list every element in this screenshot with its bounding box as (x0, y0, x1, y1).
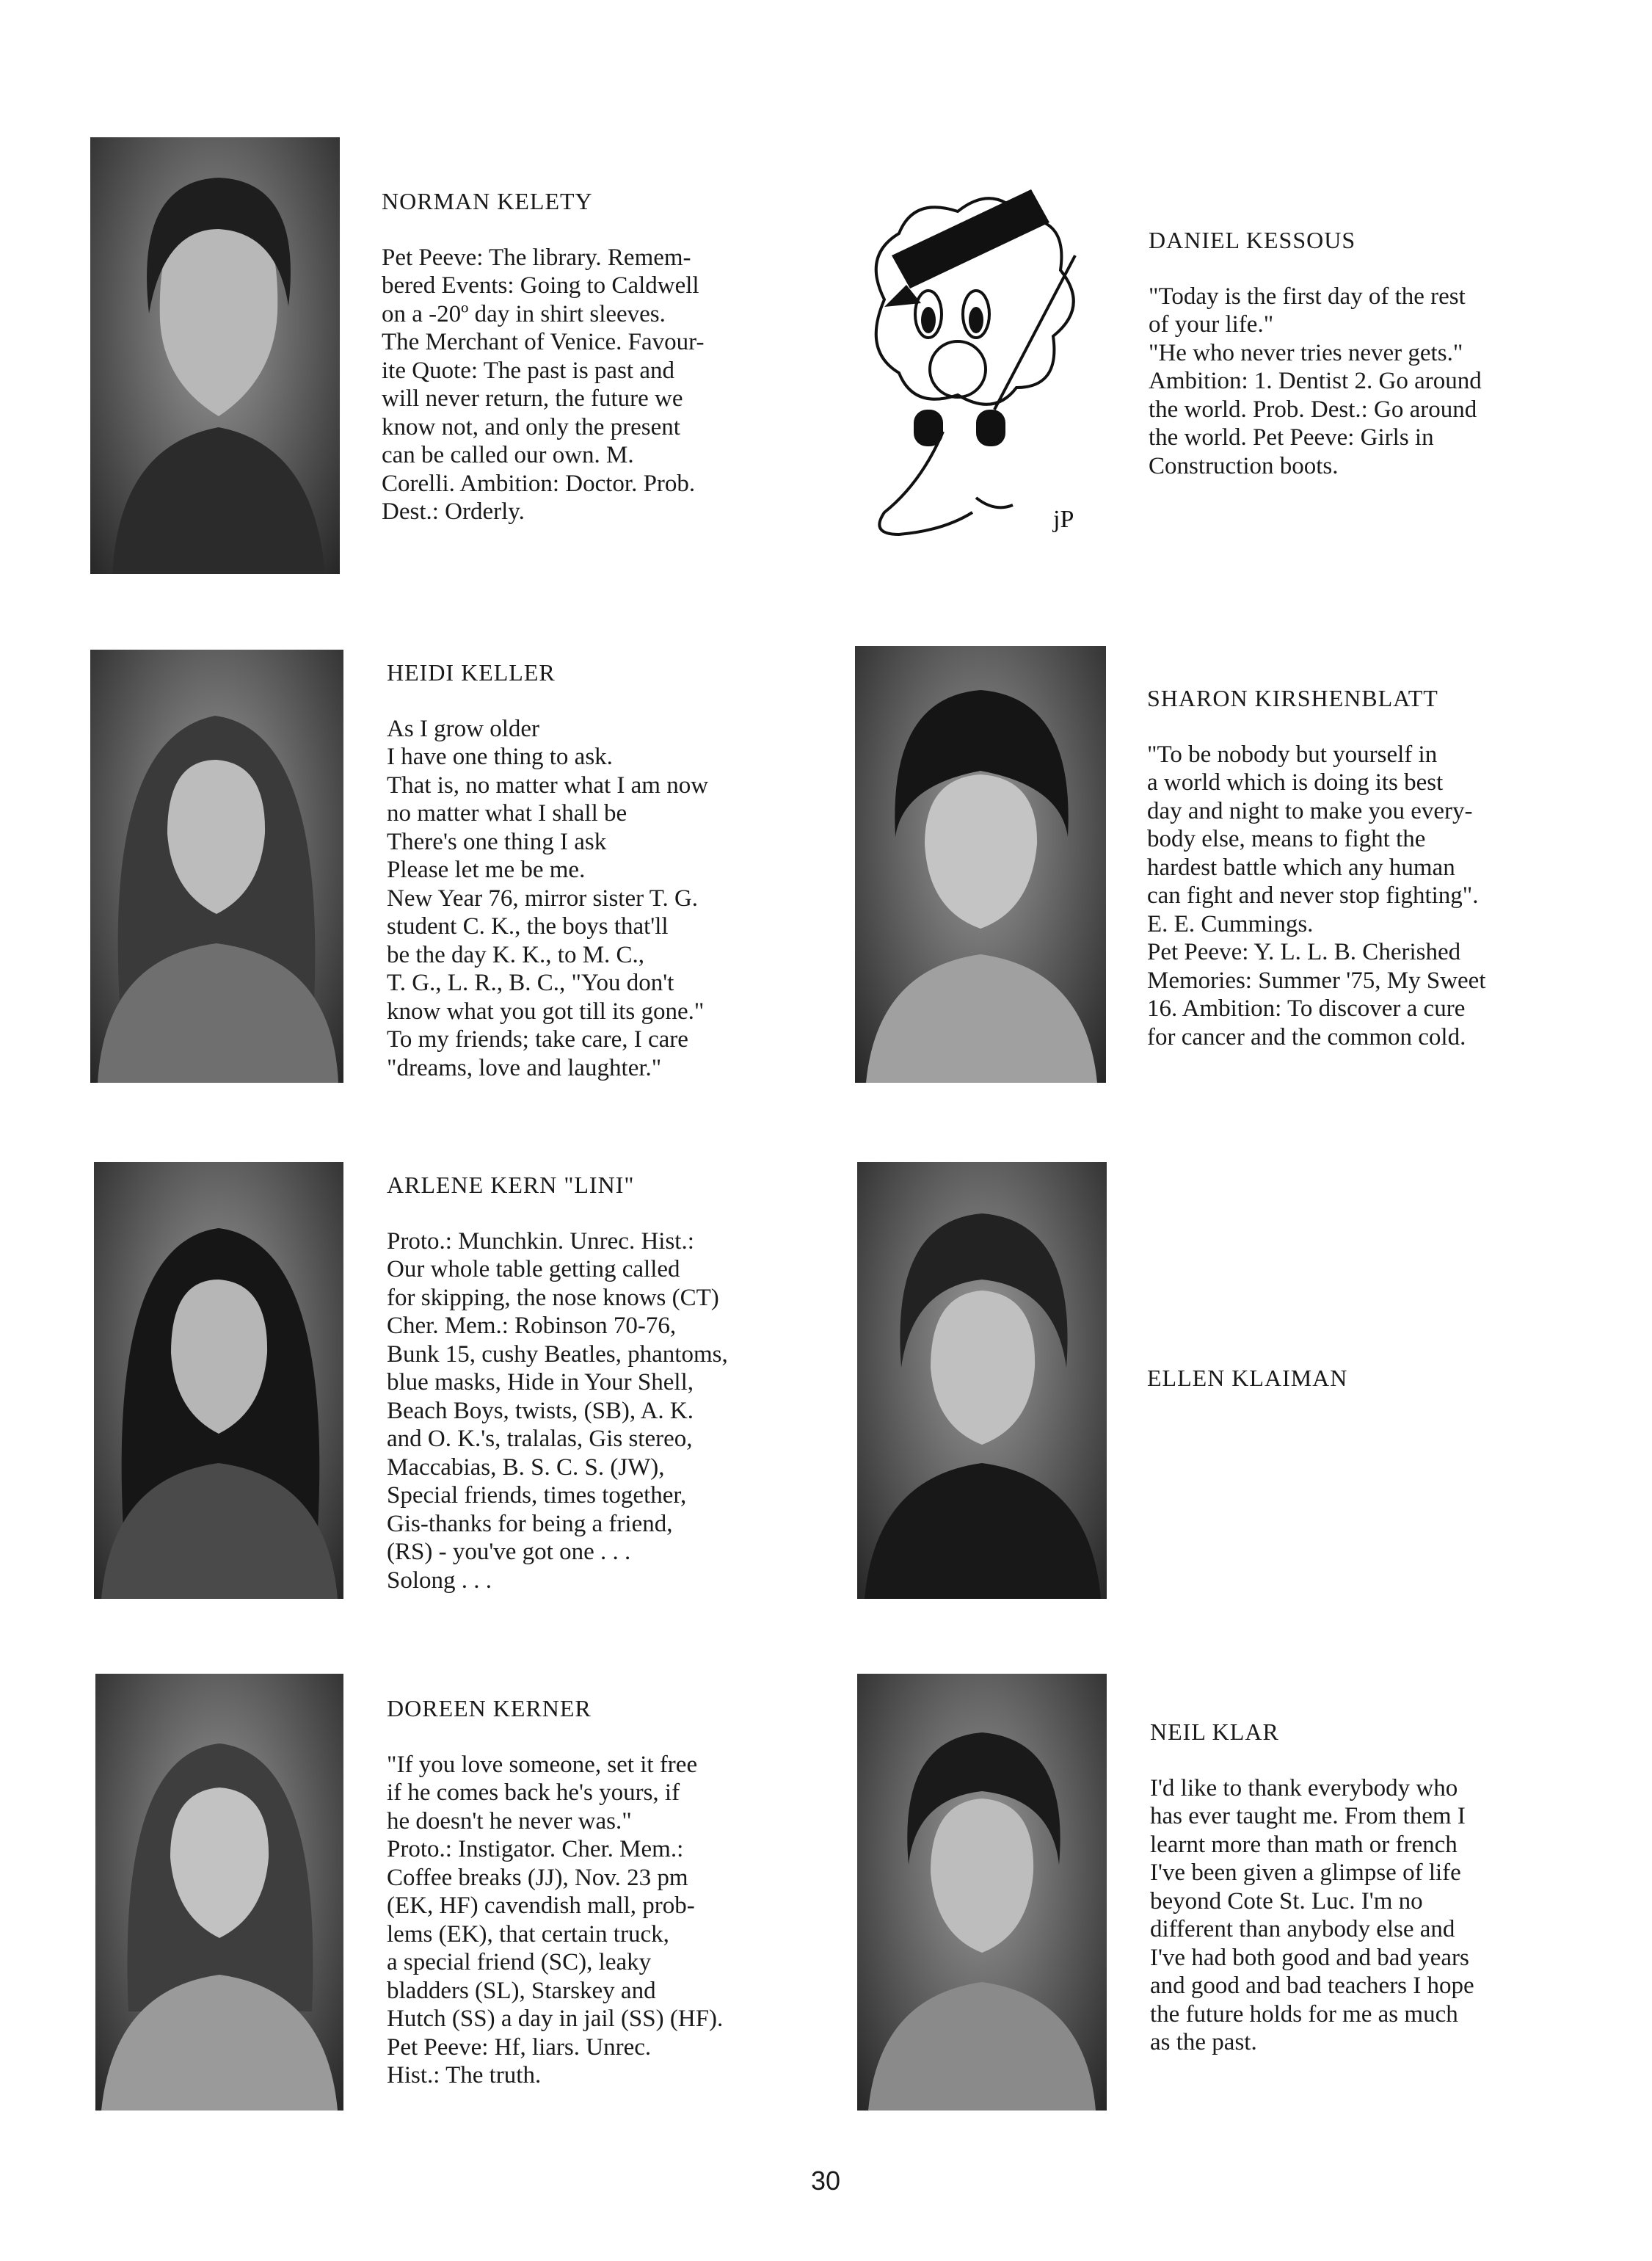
text-line: be the day K. K., to M. C., (387, 941, 645, 968)
cartoon-signature: jP (1053, 506, 1074, 533)
text-line: Pet Peeve: The library. Remem- (382, 244, 691, 271)
text-line: "Today is the first day of the rest (1149, 283, 1466, 310)
photo-sharon-kirshenblatt (855, 646, 1106, 1083)
student-text (387, 715, 708, 1083)
student-text (387, 1751, 723, 2090)
text-line: Please let me be me. (387, 857, 586, 883)
text-line: know what you got till its gone." (387, 998, 705, 1025)
text-line: Coffee breaks (JJ), Nov. 23 pm (387, 1864, 688, 1891)
text-line: (EK, HF) cavendish mall, prob- (387, 1892, 695, 1919)
text-line: Special friends, times together, (387, 1482, 687, 1509)
text-line: There's one thing I ask (387, 828, 607, 855)
photo-heidi-keller (90, 650, 343, 1083)
text-line: 16. Ambition: To discover a cure (1147, 995, 1466, 1022)
text-line: can be called our own. M. (382, 442, 634, 468)
text-line: learnt more than math or french (1150, 1831, 1458, 1858)
student-name: HEIDI KELLER (387, 659, 556, 686)
text-line: of your life." (1149, 311, 1274, 338)
student-text (1149, 283, 1482, 481)
text-line: can fight and never stop fighting". (1147, 882, 1479, 909)
text-line: I have one thing to ask. (387, 744, 613, 770)
text-line: "To be nobody but yourself in (1147, 741, 1438, 768)
text-line: Memories: Summer '75, My Sweet (1147, 967, 1486, 994)
photo-arlene-kern (94, 1162, 343, 1599)
text-line: I'd like to thank everybody who (1150, 1774, 1458, 1801)
text-line: if he comes back he's yours, if (387, 1779, 680, 1806)
text-line: I've had both good and bad years (1150, 1944, 1469, 1971)
photo-doreen-kerner (95, 1674, 343, 2111)
text-line: beyond Cote St. Luc. I'm no (1150, 1887, 1423, 1915)
text-line: blue masks, Hide in Your Shell, (387, 1369, 694, 1396)
text-line: The Merchant of Venice. Favour- (382, 329, 705, 355)
text-line: New Year 76, mirror sister T. G. (387, 885, 699, 912)
page-number: 30 (810, 2166, 841, 2196)
photo-ellen-klaiman (857, 1162, 1107, 1599)
text-line: Gis-thanks for being a friend, (387, 1510, 673, 1537)
text-line: Proto.: Munchkin. Unrec. Hist.: (387, 1227, 694, 1255)
text-line: no matter what I shall be (387, 800, 627, 827)
text-line: student C. K., the boys that'll (387, 913, 669, 940)
text-line: the world. Pet Peeve: Girls in (1149, 424, 1434, 451)
text-line: know not, and only the present (382, 413, 680, 440)
text-line: the future holds for me as much (1150, 2000, 1458, 2028)
text-line: hardest battle which any human (1147, 854, 1455, 881)
clown-graduate-cartoon (855, 167, 1112, 542)
text-line: Corelli. Ambition: Doctor. Prob. (382, 470, 696, 497)
text-line: has ever taught me. From them I (1150, 1803, 1466, 1829)
entry-doreen-kerner (387, 1694, 723, 2090)
text-line: Pet Peeve: Y. L. L. B. Cherished (1147, 939, 1461, 965)
text-line: a world which is doing its best (1147, 769, 1444, 796)
text-line: body else, means to fight the (1147, 826, 1426, 852)
text-line: To my friends; take care, I care (387, 1026, 688, 1053)
text-line: Proto.: Instigator. Cher. Mem.: (387, 1836, 684, 1862)
student-name: DOREEN KERNER (387, 1695, 592, 1721)
text-line: I've been given a glimpse of life (1150, 1859, 1461, 1886)
text-line: on a -20º day in shirt sleeves. (382, 300, 666, 327)
text-line: Our whole table getting called (387, 1256, 680, 1282)
text-line: Maccabias, B. S. C. S. (JW), (387, 1454, 665, 1481)
text-line: and O. K.'s, tralalas, Gis stereo, (387, 1426, 693, 1452)
text-line: Dest.: Orderly. (382, 498, 525, 525)
text-line: the world. Prob. Dest.: Go around (1149, 396, 1477, 423)
text-line: lems (EK), that certain truck, (387, 1920, 669, 1948)
student-text (1147, 741, 1485, 1052)
text-line: Cher. Mem.: Robinson 70-76, (387, 1313, 677, 1339)
text-line: for cancer and the common cold. (1147, 1023, 1466, 1050)
student-text (382, 244, 705, 526)
student-name: ARLENE KERN "LINI" (387, 1172, 635, 1198)
entry-heidi-keller (387, 658, 708, 1082)
student-text (387, 1227, 728, 1595)
text-line: "He who never tries never gets." (1149, 339, 1463, 366)
student-name: DANIEL KESSOUS (1149, 227, 1356, 253)
entry-arlene-kern (387, 1171, 728, 1594)
text-line: Ambition: 1. Dentist 2. Go around (1149, 368, 1482, 394)
text-line: he doesn't he never was." (387, 1807, 632, 1834)
text-line: E. E. Cummings. (1147, 910, 1314, 937)
text-line: That is, no matter what I am now (387, 772, 709, 799)
entry-neil-klar (1150, 1718, 1474, 2057)
entry-sharon-kirshenblatt (1147, 684, 1485, 1051)
text-line: bered Events: Going to Caldwell (382, 272, 699, 299)
text-line: Pet Peeve: Hf, liars. Unrec. (387, 2033, 652, 2061)
text-line: "If you love someone, set it free (387, 1751, 698, 1778)
student-name: NEIL KLAR (1150, 1719, 1279, 1745)
text-line: will never return, the future we (382, 385, 683, 412)
text-line: "dreams, love and laughter." (387, 1054, 662, 1081)
text-line: Construction boots. (1149, 452, 1339, 479)
text-line: as the past. (1150, 2029, 1257, 2055)
text-line: and good and bad teachers I hope (1150, 1973, 1474, 1999)
text-line: Hist.: The truth. (387, 2062, 542, 2088)
text-line: bladders (SL), Starskey and (387, 1977, 656, 2004)
text-line: Beach Boys, twists, (SB), A. K. (387, 1397, 694, 1424)
student-name: SHARON KIRSHENBLATT (1147, 685, 1438, 711)
text-line: for skipping, the nose knows (CT) (387, 1284, 719, 1311)
text-line: different than anybody else and (1150, 1916, 1455, 1942)
text-line: Hutch (SS) a day in jail (SS) (HF). (387, 2006, 724, 2032)
entry-ellen-klaiman (1147, 1364, 1347, 1420)
entry-daniel-kessous (1149, 226, 1482, 480)
text-line: day and night to make you every- (1147, 797, 1473, 824)
photo-neil-klar (857, 1674, 1107, 2111)
student-text (1150, 1774, 1474, 2057)
student-name: NORMAN KELETY (382, 188, 593, 214)
student-name: ELLEN KLAIMAN (1147, 1365, 1348, 1391)
text-line: Solong . . . (387, 1567, 492, 1594)
text-line: Bunk 15, cushy Beatles, phantoms, (387, 1340, 728, 1368)
text-line: As I grow older (387, 715, 540, 742)
text-line: T. G., L. R., B. C., "You don't (387, 970, 674, 996)
text-line: a special friend (SC), leaky (387, 1949, 652, 1975)
text-line: ite Quote: The past is past and (382, 357, 674, 384)
text-line: (RS) - you've got one . . . (387, 1539, 631, 1565)
photo-norman-kelety (90, 137, 340, 574)
entry-norman-kelety (382, 187, 705, 526)
